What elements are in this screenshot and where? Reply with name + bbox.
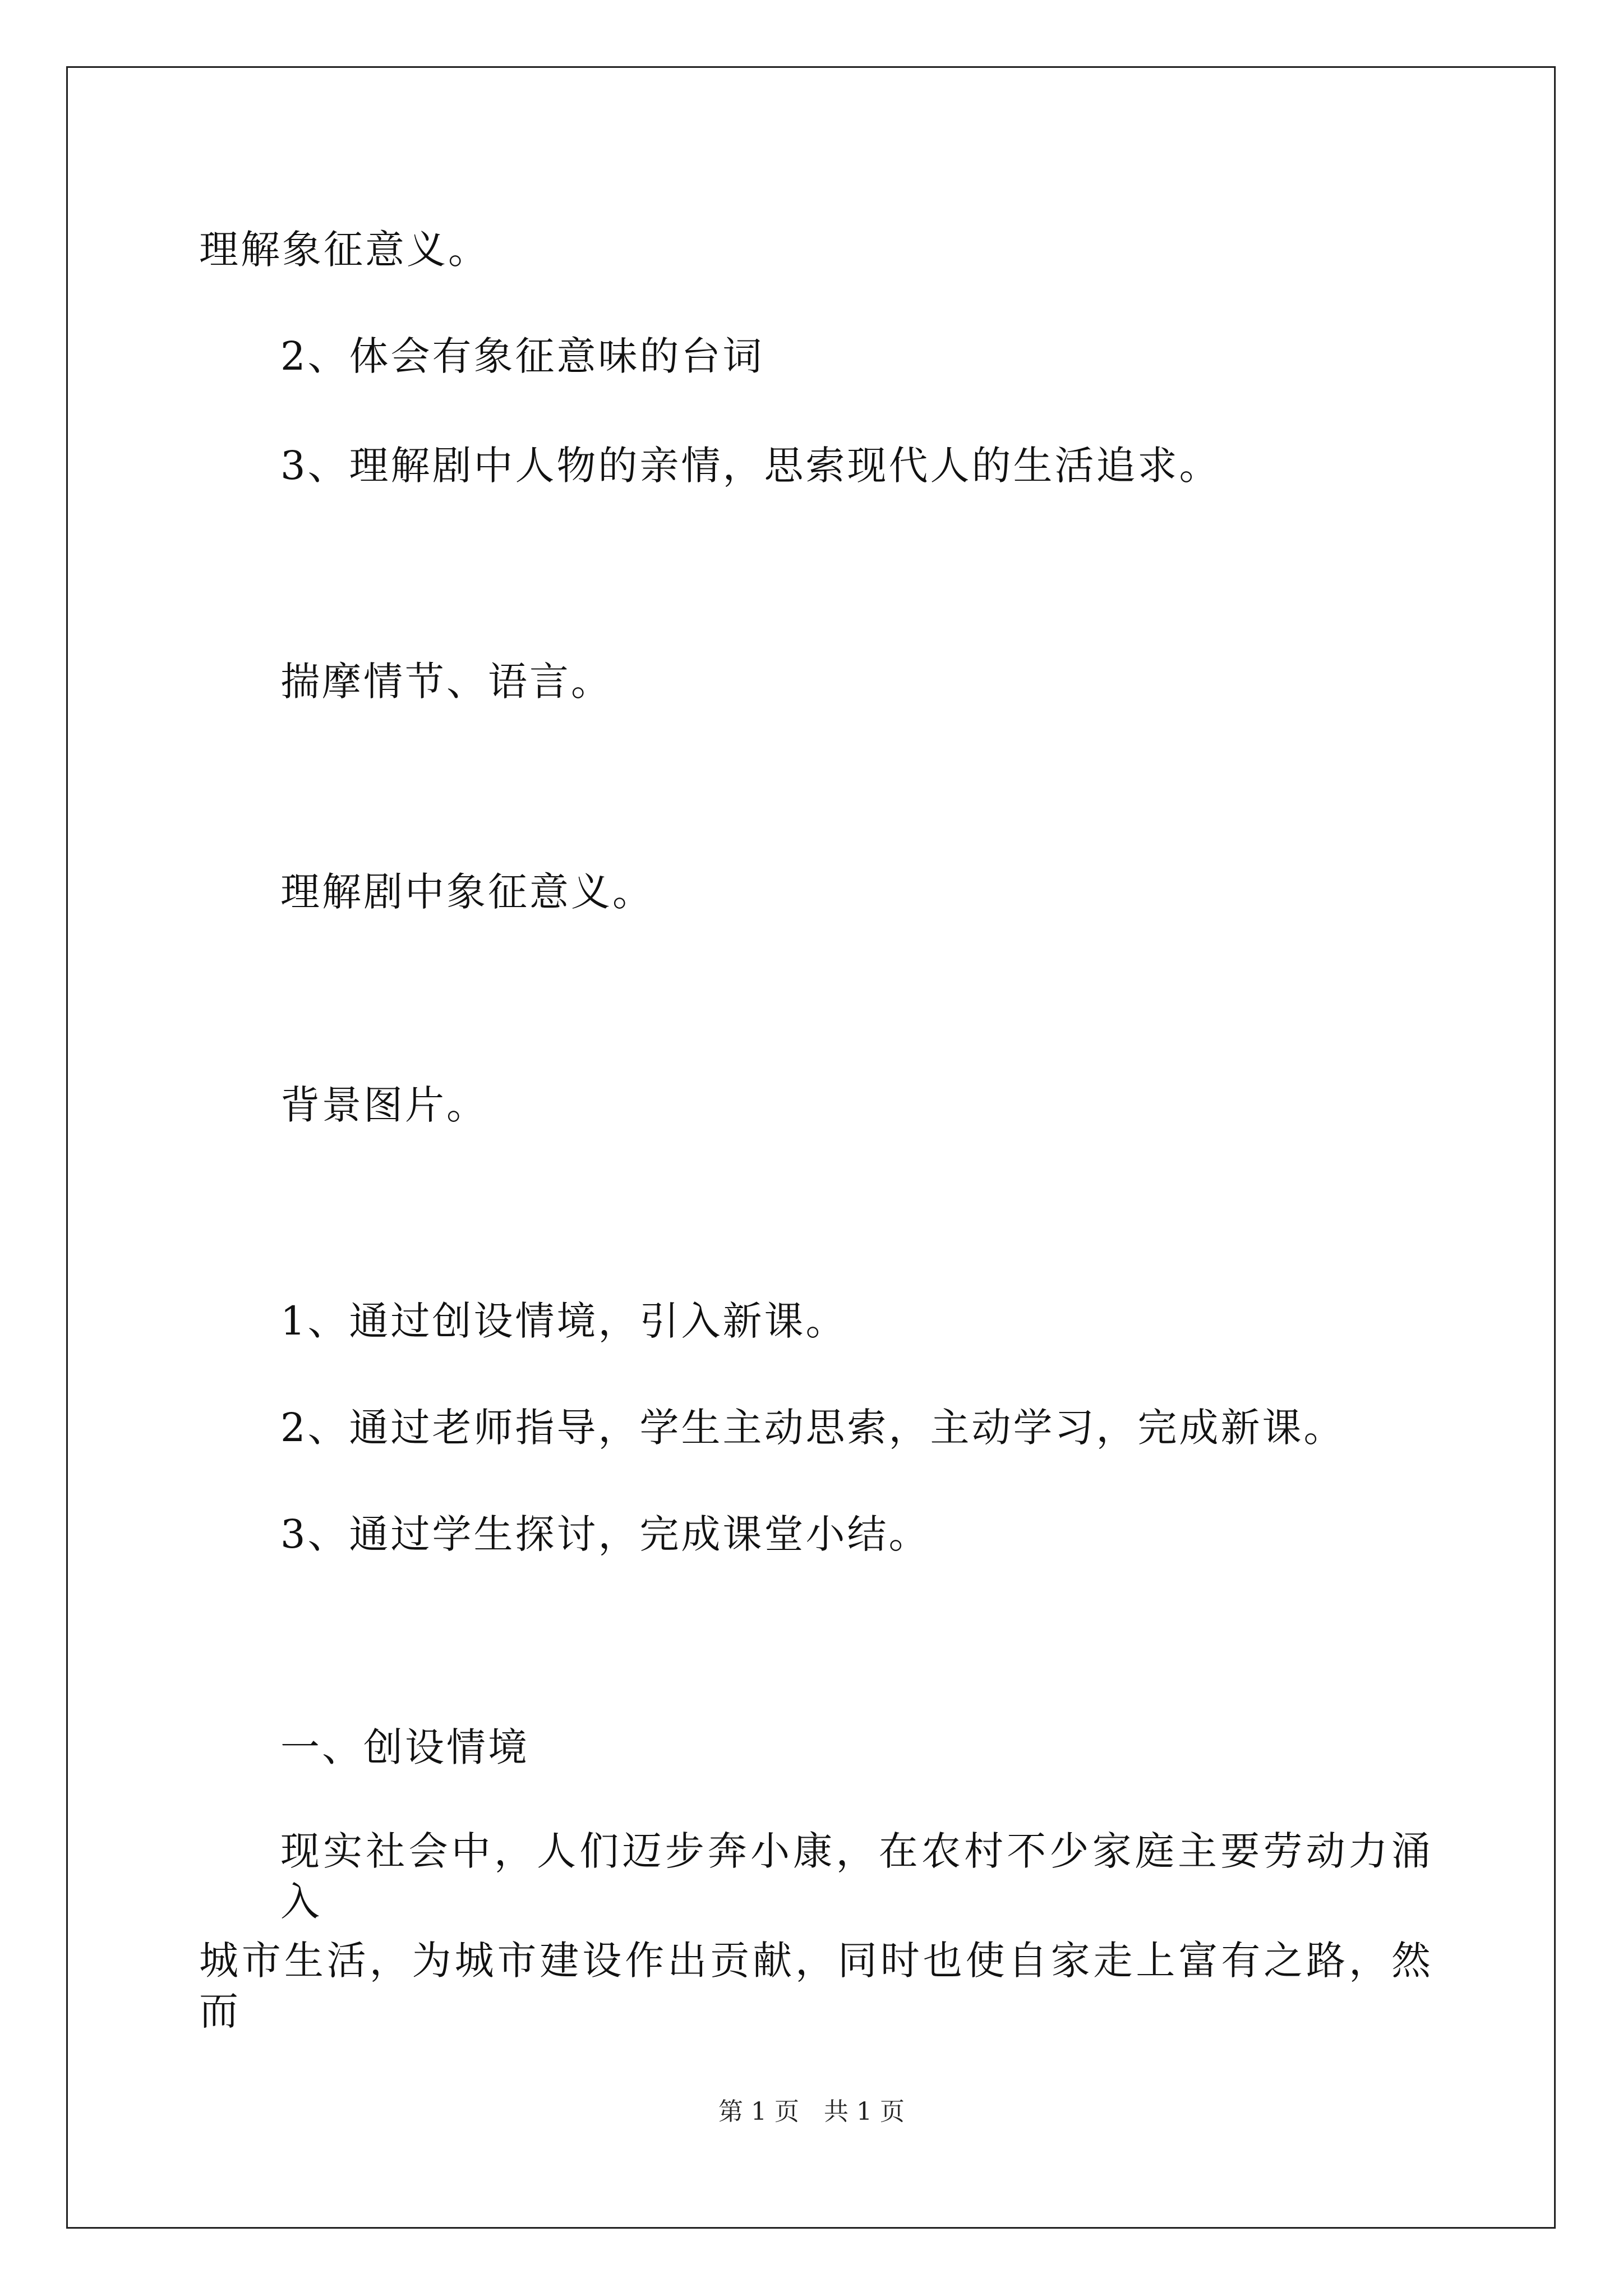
text-line-8: 2、通过老师指导，学生主动思索，主动学习，完成新课。: [280, 1405, 1345, 1451]
text-line-11: 现实社会中，人们迈步奔小康，在农村不少家庭主要劳动力涌入: [280, 1828, 1433, 1925]
page-number-footer: 第 1 页 共 1 页: [718, 2097, 905, 2126]
text-line-5: 理解剧中象征意义。: [280, 869, 654, 915]
text-line-9: 3、通过学生探讨，完成课堂小结。: [280, 1511, 930, 1557]
text-line-12: 城市生活，为城市建设作出贡献，同时也使自家走上富有之路，然而: [199, 1938, 1433, 2034]
text-line-2: 2、体会有象征意味的台词: [280, 333, 764, 379]
text-line-1: 理解象征意义。: [199, 227, 490, 273]
text-line-4: 揣摩情节、语言。: [280, 659, 612, 705]
section-heading: 一、创设情境: [280, 1724, 529, 1770]
text-line-3: 3、理解剧中人物的亲情，思索现代人的生活追求。: [280, 443, 1221, 489]
text-line-7: 1、通过创设情境，引入新课。: [280, 1298, 847, 1344]
text-line-6: 背景图片。: [280, 1082, 488, 1128]
